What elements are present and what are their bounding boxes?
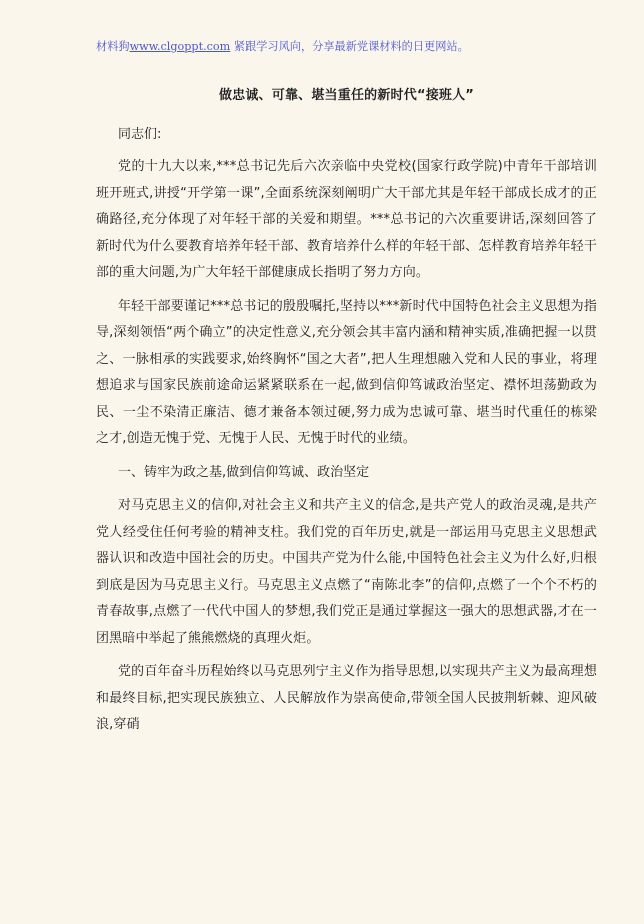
document-title: 做忠诚、可靠、堪当重任的新时代“接班人”	[218, 88, 475, 103]
paragraph-1: 党的十九大以来,***总书记先后六次亲临中央党校(国家行政学院)中青年干部培训班开班式,讲授“开学第一课”,全面系统深刻阐明广大干部尤其是年轻干部成长成才的正确路径,充分体现了对年轻干部的关爱和期望。***总书记的六次重要讲话,深刻回答了新时代为什么要教育培养年轻干部、教育培养什么样的年轻干部、怎样教育培养年轻干部的重大问题,为广大年轻干部健康成长指明了努力方向。	[96, 159, 597, 280]
salutation: 同志们:	[118, 127, 162, 142]
site-name: 材料狗	[96, 40, 130, 53]
site-url-link[interactable]: www.clgoppt.com	[129, 40, 231, 53]
paragraph-2: 年轻干部要谨记***总书记的殷殷嘱托,坚持以***新时代中国特色社会主义思想为指导,深刻领悟“两个确立”的决定性意义,充分领会其丰富内涵和精神实质,准确把握一以贯之、一脉相承的实践要求,始终胸怀“国之大者”,把人生理想融入党和人民的事业，将理想追求与国家民族前途命运紧紧联系在一起,做到信仰笃诚政治坚定、襟怀坦荡勤政为民、一尘不染清正廉洁、德才兼备本领过硬,努力成为忠诚可靠、堪当时代重任的栋梁之才,创造无愧于党、无愧于人民、无愧于时代的业绩。	[96, 298, 597, 446]
site-header	[96, 38, 597, 54]
section-1-paragraph-1: 对马克思主义的信仰,对社会主义和共产主义的信念,是共产党人的政治灵魂,是共产党人经受住任何考验的精神支柱。我们党的百年历史,就是一部运用马克思主义思想武器认识和改造中国社会的历史。中国共产党为什么能,中国特色社会主义为什么好,归根到底是因为马克思主义行。马克思主义点燃了“南陈北李”的信仰,点燃了一个个不朽的青春故事,点燃了一代代中国人的梦想,我们党正是通过掌握这一强大的思想武器,才在一团黑暗中举起了熊熊燃烧的真理火炬。	[96, 498, 597, 646]
site-tagline: 紧跟学习风向，分享最新党课材料的日更网站。	[230, 40, 469, 53]
section-heading-1: 一、铸牢为政之基,做到信仰笃诚、政治坚定	[118, 464, 370, 480]
section-1-paragraph-2: 党的百年奋斗历程始终以马克思列宁主义作为指导思想,以实现共产主义为最高理想和最终目标,把实现民族独立、人民解放作为崇高使命,带领全国人民披荆斩棘、迎风破浪,穿硝	[96, 664, 597, 732]
